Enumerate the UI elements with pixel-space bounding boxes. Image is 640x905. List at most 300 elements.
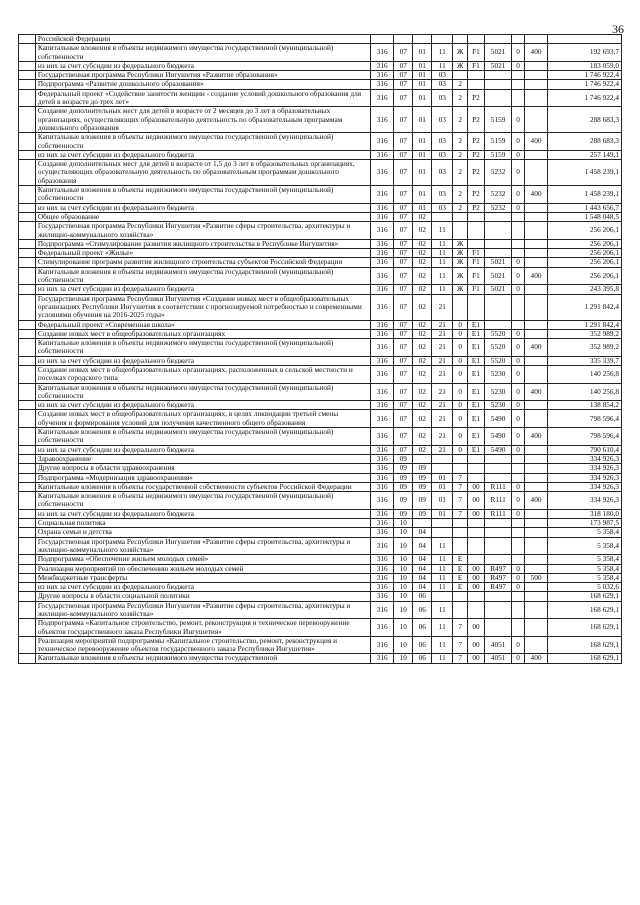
code-pr: 02 — [413, 239, 432, 248]
code-vid — [512, 222, 525, 240]
code-p3: E1 — [468, 383, 485, 401]
row-description: Стимулирование программ развития жилищного строительства субъектов Российской Федерации — [35, 258, 370, 267]
row-marker — [19, 320, 36, 329]
code-p2: 7 — [453, 509, 468, 518]
row-amount: 334 926,3 — [548, 464, 622, 473]
code-pr: 02 — [413, 401, 432, 410]
code-pr: 01 — [413, 133, 432, 151]
code-p3: 00 — [468, 564, 485, 573]
code-p3: 00 — [468, 492, 485, 510]
code-vid2 — [524, 445, 547, 454]
code-vid: 0 — [512, 573, 525, 582]
code-p3 — [468, 212, 485, 221]
code-p4: 5232 — [484, 203, 511, 212]
row-marker — [19, 61, 36, 70]
row-marker — [19, 482, 36, 491]
table-row — [19, 492, 622, 510]
table-row — [19, 239, 622, 248]
code-vid: 0 — [512, 203, 525, 212]
code-rz: 07 — [394, 107, 413, 133]
code-vid: 0 — [512, 509, 525, 518]
code-p2: 0 — [453, 356, 468, 365]
code-p1: 03 — [432, 80, 453, 89]
code-vid2 — [524, 222, 547, 240]
code-p1: 21 — [432, 445, 453, 454]
code-rz: 07 — [394, 410, 413, 428]
code-rz: 09 — [394, 482, 413, 491]
code-p3: P2 — [468, 89, 485, 107]
table-row — [19, 294, 622, 320]
code-rz: 07 — [394, 203, 413, 212]
code-pr: 02 — [413, 258, 432, 267]
table-row — [19, 454, 622, 463]
code-rz: 07 — [394, 285, 413, 294]
code-ved: 316 — [371, 528, 394, 537]
row-marker — [19, 492, 36, 510]
code-vid2 — [524, 519, 547, 528]
code-p3 — [468, 294, 485, 320]
code-p3: 00 — [468, 573, 485, 582]
code-vid2 — [524, 249, 547, 258]
code-ved: 316 — [371, 482, 394, 491]
code-p3: E1 — [468, 329, 485, 338]
code-p2 — [453, 71, 468, 80]
row-description: Создание новых мест в общеобразовательных организациях, расположенных в сельской местности и поселках городского типа — [35, 365, 370, 383]
table-row — [19, 35, 622, 44]
code-p3 — [468, 454, 485, 463]
row-description: Охрана семьи и детства — [35, 528, 370, 537]
code-p3 — [468, 528, 485, 537]
code-p2: 0 — [453, 383, 468, 401]
code-ved: 316 — [371, 186, 394, 204]
row-marker — [19, 473, 36, 482]
row-description: Федеральный проект «Содействие занятости женщин - создание условий дошкольного образования для детей в возрасте до трех лет» — [35, 89, 370, 107]
row-amount: 138 854,2 — [548, 401, 622, 410]
row-description: Другие вопросы в области социальной политики — [35, 592, 370, 601]
row-amount: 288 683,3 — [548, 107, 622, 133]
code-p1 — [432, 519, 453, 528]
code-p2 — [453, 35, 468, 44]
table-row — [19, 160, 622, 186]
code-ved: 316 — [371, 249, 394, 258]
code-vid2 — [524, 555, 547, 564]
code-rz: 07 — [394, 239, 413, 248]
code-vid: 0 — [512, 339, 525, 357]
code-p3: P2 — [468, 150, 485, 159]
row-amount: 318 180,0 — [548, 509, 622, 518]
row-marker — [19, 285, 36, 294]
code-p3 — [468, 71, 485, 80]
row-marker — [19, 222, 36, 240]
code-pr: 09 — [413, 482, 432, 491]
code-p4: 5021 — [484, 258, 511, 267]
table-row — [19, 583, 622, 592]
code-p2: Ж — [453, 249, 468, 258]
code-p1: 11 — [432, 222, 453, 240]
code-p2: 2 — [453, 150, 468, 159]
code-p2 — [453, 592, 468, 601]
code-p2: Е — [453, 583, 468, 592]
code-p1: 21 — [432, 428, 453, 446]
code-rz: 10 — [394, 636, 413, 654]
code-rz: 07 — [394, 445, 413, 454]
code-pr: 02 — [413, 294, 432, 320]
row-marker — [19, 537, 36, 555]
row-amount: 798 596,4 — [548, 410, 622, 428]
row-description: из них за счет субсидии из федерального бюджета — [35, 445, 370, 454]
row-description: Федеральный проект «Современная школа» — [35, 320, 370, 329]
row-marker — [19, 365, 36, 383]
code-rz: 07 — [394, 186, 413, 204]
code-p4 — [484, 464, 511, 473]
code-p4 — [484, 320, 511, 329]
code-p3: F1 — [468, 267, 485, 285]
code-p2: 2 — [453, 160, 468, 186]
code-pr: 01 — [413, 80, 432, 89]
code-vid: 0 — [512, 636, 525, 654]
table-row — [19, 356, 622, 365]
code-p3: F1 — [468, 285, 485, 294]
row-amount: 1 291 842,4 — [548, 294, 622, 320]
code-p3: 00 — [468, 636, 485, 654]
row-amount: 334 926,3 — [548, 492, 622, 510]
code-pr: 01 — [413, 107, 432, 133]
code-vid: 0 — [512, 365, 525, 383]
row-marker — [19, 519, 36, 528]
code-p4: 5490 — [484, 445, 511, 454]
code-p1: 11 — [432, 285, 453, 294]
code-p4: 5159 — [484, 133, 511, 151]
code-vid: 0 — [512, 401, 525, 410]
code-vid2 — [524, 239, 547, 248]
code-p2: 0 — [453, 329, 468, 338]
row-description: Капитальные вложения в объекты недвижимого имущества государственной (муниципальной) собственности — [35, 339, 370, 357]
code-ved: 316 — [371, 294, 394, 320]
row-amount: 335 339,7 — [548, 356, 622, 365]
code-vid: 0 — [512, 383, 525, 401]
code-ved: 316 — [371, 654, 394, 663]
code-p4 — [484, 212, 511, 221]
code-p4 — [484, 592, 511, 601]
code-p4: 5230 — [484, 401, 511, 410]
code-pr: 01 — [413, 44, 432, 62]
table-row — [19, 80, 622, 89]
code-vid2: 400 — [524, 267, 547, 285]
code-rz: 07 — [394, 320, 413, 329]
code-p4: 4051 — [484, 654, 511, 663]
code-p3: 00 — [468, 583, 485, 592]
code-rz: 10 — [394, 528, 413, 537]
code-p1: 01 — [432, 482, 453, 491]
code-vid — [512, 464, 525, 473]
row-amount: 257 149,1 — [548, 150, 622, 159]
code-p2: 2 — [453, 89, 468, 107]
row-amount: 5 358,4 — [548, 573, 622, 582]
code-vid2 — [524, 285, 547, 294]
row-marker — [19, 454, 36, 463]
code-rz: 07 — [394, 401, 413, 410]
code-vid — [512, 71, 525, 80]
code-p4 — [484, 89, 511, 107]
table-row — [19, 564, 622, 573]
code-p4 — [484, 601, 511, 619]
table-row — [19, 528, 622, 537]
code-pr: 02 — [413, 285, 432, 294]
row-marker — [19, 80, 36, 89]
code-pr: 04 — [413, 528, 432, 537]
code-ved: 316 — [371, 89, 394, 107]
row-amount: 183 059,0 — [548, 61, 622, 70]
row-description: Создание дополнительных мест для детей в возрасте от 1,5 до 3 лет в образовательных организациях, осуществляющих образовательную деятельность по образовательным программам дошкольного образования — [35, 160, 370, 186]
row-description: Государственная программа Республики Ингушетия «Развитие образования» — [35, 71, 370, 80]
code-vid — [512, 473, 525, 482]
code-pr: 02 — [413, 356, 432, 365]
code-rz: 07 — [394, 222, 413, 240]
code-vid — [512, 555, 525, 564]
code-vid2 — [524, 71, 547, 80]
code-vid2: 400 — [524, 186, 547, 204]
code-pr: 04 — [413, 555, 432, 564]
code-p4: 5520 — [484, 339, 511, 357]
code-rz: 09 — [394, 464, 413, 473]
code-rz: 07 — [394, 383, 413, 401]
row-marker — [19, 401, 36, 410]
code-pr: 01 — [413, 71, 432, 80]
code-pr: 01 — [413, 150, 432, 159]
code-pr: 02 — [413, 365, 432, 383]
code-p4: R111 — [484, 492, 511, 510]
row-marker — [19, 410, 36, 428]
code-p3 — [468, 537, 485, 555]
table-row — [19, 203, 622, 212]
row-amount: 1 746 922,4 — [548, 89, 622, 107]
row-amount: 334 926,3 — [548, 454, 622, 463]
code-p2 — [453, 528, 468, 537]
row-description: Государственная программа Республики Ингушетия «Развитие сферы строительства, архитектуры и жилищно-коммунального хозяйства» — [35, 601, 370, 619]
code-vid: 0 — [512, 492, 525, 510]
code-p1 — [432, 35, 453, 44]
row-amount: 1 548 048,5 — [548, 212, 622, 221]
row-marker — [19, 249, 36, 258]
code-vid — [512, 537, 525, 555]
row-description: Федеральный проект «Жилье» — [35, 249, 370, 258]
code-ved: 316 — [371, 573, 394, 582]
code-p4: R111 — [484, 509, 511, 518]
code-p1: 11 — [432, 239, 453, 248]
row-amount: 334 926,3 — [548, 473, 622, 482]
code-vid2 — [524, 564, 547, 573]
code-rz: 07 — [394, 356, 413, 365]
code-p1: 03 — [432, 203, 453, 212]
code-pr: 04 — [413, 537, 432, 555]
code-p2 — [453, 222, 468, 240]
code-p3: P2 — [468, 160, 485, 186]
code-pr — [413, 35, 432, 44]
code-p2: Ж — [453, 267, 468, 285]
code-p4 — [484, 619, 511, 637]
code-pr: 01 — [413, 203, 432, 212]
code-p1: 11 — [432, 619, 453, 637]
code-pr: 02 — [413, 410, 432, 428]
row-amount: 256 206,1 — [548, 249, 622, 258]
code-p4 — [484, 249, 511, 258]
code-vid: 0 — [512, 44, 525, 62]
code-vid2 — [524, 329, 547, 338]
code-vid — [512, 212, 525, 221]
row-marker — [19, 464, 36, 473]
code-ved: 316 — [371, 410, 394, 428]
code-p2: Ж — [453, 285, 468, 294]
code-ved: 316 — [371, 601, 394, 619]
code-p2: 0 — [453, 339, 468, 357]
code-p1: 03 — [432, 107, 453, 133]
code-vid: 0 — [512, 160, 525, 186]
row-marker — [19, 339, 36, 357]
code-rz: 07 — [394, 80, 413, 89]
code-p1: 11 — [432, 267, 453, 285]
code-p1: 21 — [432, 356, 453, 365]
code-p3 — [468, 239, 485, 248]
code-ved: 316 — [371, 222, 394, 240]
table-row — [19, 654, 622, 663]
row-description: Капитальные вложения в объекты недвижимого имущества государственной (муниципальной) собственности — [35, 44, 370, 62]
row-marker — [19, 583, 36, 592]
row-marker — [19, 445, 36, 454]
code-p3 — [468, 35, 485, 44]
row-amount: 288 683,3 — [548, 133, 622, 151]
row-marker — [19, 592, 36, 601]
code-vid2 — [524, 107, 547, 133]
row-description: Создание новых мест в общеобразовательных организациях — [35, 329, 370, 338]
row-description: Подпрограмма «Развитие дошкольного образования» — [35, 80, 370, 89]
code-p2: 2 — [453, 133, 468, 151]
row-description: Подпрограмма «Модернизация здравоохранения» — [35, 473, 370, 482]
code-vid: 0 — [512, 186, 525, 204]
code-p4: 5520 — [484, 356, 511, 365]
table-row — [19, 473, 622, 482]
code-ved: 316 — [371, 464, 394, 473]
code-vid2 — [524, 160, 547, 186]
row-description: Капитальные вложения в объекты недвижимого имущества государственной (муниципальной) собственности — [35, 267, 370, 285]
code-rz: 07 — [394, 365, 413, 383]
code-vid — [512, 601, 525, 619]
code-ved: 316 — [371, 365, 394, 383]
code-p3 — [468, 601, 485, 619]
row-marker — [19, 294, 36, 320]
code-pr: 02 — [413, 320, 432, 329]
code-p1: 11 — [432, 537, 453, 555]
code-p3: 00 — [468, 654, 485, 663]
table-row — [19, 601, 622, 619]
row-amount: 5 358,4 — [548, 528, 622, 537]
code-ved: 316 — [371, 160, 394, 186]
code-vid2 — [524, 482, 547, 491]
code-p1: 21 — [432, 410, 453, 428]
code-p2: Е — [453, 555, 468, 564]
code-p3: 00 — [468, 482, 485, 491]
row-amount: 1 746 922,4 — [548, 80, 622, 89]
table-row — [19, 573, 622, 582]
code-p4: 4051 — [484, 636, 511, 654]
code-p1: 03 — [432, 71, 453, 80]
code-p4: 5232 — [484, 160, 511, 186]
code-p2: 0 — [453, 410, 468, 428]
code-rz: 07 — [394, 150, 413, 159]
code-vid: 0 — [512, 654, 525, 663]
code-p4 — [484, 537, 511, 555]
row-marker — [19, 329, 36, 338]
code-p1: 21 — [432, 339, 453, 357]
code-pr: 09 — [413, 492, 432, 510]
code-p1: 03 — [432, 89, 453, 107]
table-row — [19, 133, 622, 151]
row-marker — [19, 35, 36, 44]
code-rz: 09 — [394, 492, 413, 510]
code-rz: 10 — [394, 564, 413, 573]
row-marker — [19, 555, 36, 564]
code-p4 — [484, 454, 511, 463]
code-p3: E1 — [468, 356, 485, 365]
code-rz: 09 — [394, 473, 413, 482]
code-rz: 07 — [394, 258, 413, 267]
code-vid2 — [524, 320, 547, 329]
code-pr: 02 — [413, 212, 432, 221]
row-amount: 192 693,7 — [548, 44, 622, 62]
code-ved: 316 — [371, 61, 394, 70]
code-p4: 5021 — [484, 285, 511, 294]
code-rz: 07 — [394, 61, 413, 70]
code-rz: 10 — [394, 601, 413, 619]
code-pr: 06 — [413, 592, 432, 601]
code-p4 — [484, 473, 511, 482]
code-rz: 07 — [394, 89, 413, 107]
code-rz — [394, 35, 413, 44]
code-p4 — [484, 528, 511, 537]
code-p2: Ж — [453, 44, 468, 62]
code-rz: 07 — [394, 339, 413, 357]
code-p2: Е — [453, 573, 468, 582]
code-ved: 316 — [371, 636, 394, 654]
row-description: Российской Федерации — [35, 35, 370, 44]
code-vid: 0 — [512, 482, 525, 491]
code-ved: 316 — [371, 356, 394, 365]
code-p3: E1 — [468, 365, 485, 383]
code-p2 — [453, 519, 468, 528]
table-row — [19, 619, 622, 637]
table-row — [19, 89, 622, 107]
row-amount: 5 358,4 — [548, 564, 622, 573]
code-vid2 — [524, 528, 547, 537]
code-vid2 — [524, 80, 547, 89]
code-ved: 316 — [371, 44, 394, 62]
code-pr: 01 — [413, 186, 432, 204]
code-p4 — [484, 35, 511, 44]
code-vid2 — [524, 401, 547, 410]
code-ved: 316 — [371, 445, 394, 454]
code-ved: 316 — [371, 509, 394, 518]
row-marker — [19, 573, 36, 582]
table-row — [19, 186, 622, 204]
code-p2: 0 — [453, 365, 468, 383]
code-ved: 316 — [371, 564, 394, 573]
code-rz: 10 — [394, 654, 413, 663]
code-p4 — [484, 555, 511, 564]
code-p2: 7 — [453, 619, 468, 637]
code-p1: 21 — [432, 294, 453, 320]
code-ved: 316 — [371, 258, 394, 267]
code-p4: 5159 — [484, 107, 511, 133]
row-description: Создание новых мест в общеобразовательных организациях, в целях ликвидации третьей смены обучения и формирования условий для получения качественного общего образования — [35, 410, 370, 428]
